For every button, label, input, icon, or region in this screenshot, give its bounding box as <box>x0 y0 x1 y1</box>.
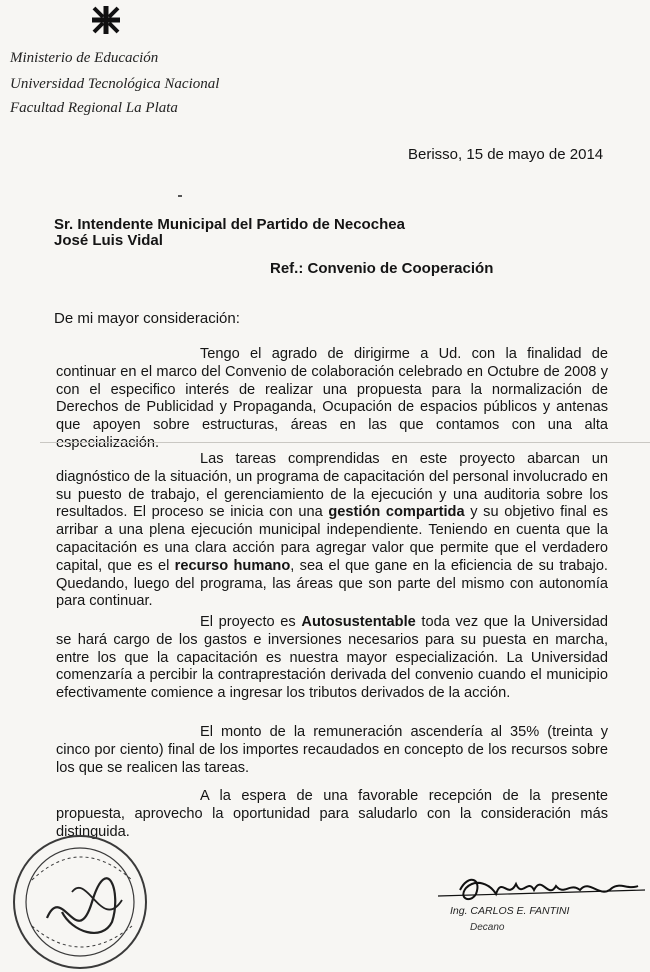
scan-mark <box>178 195 182 197</box>
letterhead-faculty: Facultad Regional La Plata <box>10 100 178 116</box>
addressee-name: José Luis Vidal <box>54 232 163 249</box>
paragraph-intro: Tengo el agrado de dirigirme a Ud. con la finalidad de continuar en el marco del Convenio de colaboración celebrado en Octubre de 2008 y con el especifico interés de realizar una propuesta para la normalización de Derechos de Publicidad y Propaganda, Ocupación de espacios públicos y antenas que apoyen sobre estructuras, áreas en las que contamos con una alta especialización. <box>56 346 608 451</box>
signer-name: Ing. CARLOS E. FANTINI <box>450 905 570 917</box>
reference-line: Ref.: Convenio de Cooperación <box>270 260 494 277</box>
utn-logo-icon <box>92 6 120 34</box>
paragraph-self-sustainable: El proyecto es Autosustentable toda vez que la Universidad se hará cargo de los gastos e inversiones necesarios para su puesta en marcha, entre los que la capacitación es nuestra mayor especialización. La Universidad comenzaría a percibir la contraprestación derivada del convenio cuando el municipio efectivamente comience a ingresar los tributos derivados de la acción. <box>56 614 609 702</box>
paragraph-closing: A la espera de una favorable recepción de la presente propuesta, aprovecho la oportunidad para saludarlo con la consideración más distinguida. <box>56 788 608 840</box>
greeting: De mi mayor consideración: <box>54 310 240 327</box>
paragraph-tasks: Las tareas comprendidas en este proyecto abarcan un diagnóstico de la situación, un programa de capacitación del personal involucrado en su puesto de trabajo, el gerenciamiento de la ejecución y una auditoria sobre los resultados. El proceso se inicia con una gestión compartida y su objetivo final es arribar a una plena ejecución municipal independiente. Teniendo en cuenta que la capacitación es una clara acción para agregar valor que permite que el verdadero capital, que es el recurso humano, sea el que gane en la eficiencia de su trabajo. Quedando, luego del programa, las áreas que son parte del mismo con autonomía para continuar. <box>56 451 608 610</box>
signer-title: Decano <box>470 922 505 933</box>
scan-fold-line <box>40 442 650 443</box>
letterhead-ministry: Ministerio de Educación <box>10 50 159 66</box>
municipal-seal-stamp <box>2 822 154 972</box>
addressee-title: Sr. Intendente Municipal del Partido de Necochea <box>54 216 405 233</box>
letterhead-university: Universidad Tecnológica Nacional <box>10 76 220 92</box>
signature <box>430 860 645 910</box>
paragraph-remuneration: El monto de la remuneración ascendería al 35% (treinta y cinco por ciento) final de los importes recaudados en concepto de los recursos sobre los que se realicen las tareas. <box>56 724 608 776</box>
letter-date: Berisso, 15 de mayo de 2014 <box>408 146 604 163</box>
